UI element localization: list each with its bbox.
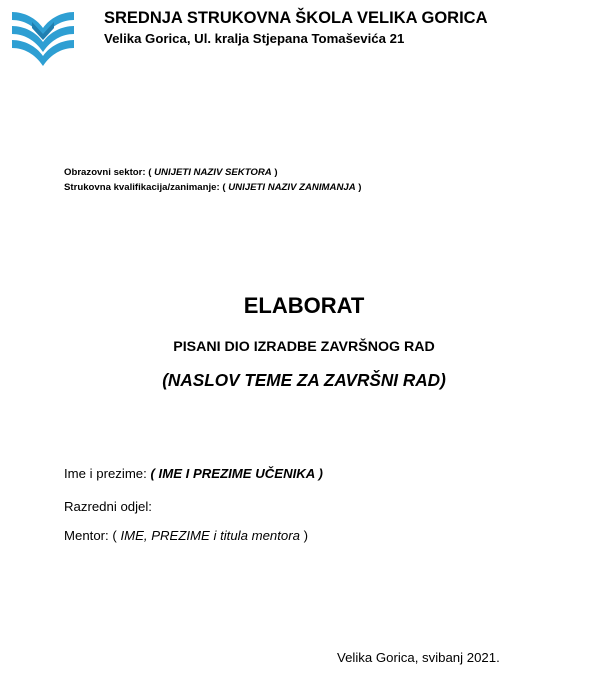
sector-value: UNIJETI NAZIV SEKTORA — [154, 167, 272, 178]
sector-line — [64, 167, 278, 178]
sector-open: ( — [148, 167, 155, 178]
document-title: ELABORAT — [243, 293, 365, 318]
school-logo — [10, 8, 76, 72]
mentor-open: ( — [112, 528, 121, 543]
document-subtitle: PISANI DIO IZRADBE ZAVRŠNOG RAD — [173, 339, 435, 355]
qualification-value: UNIJETI NAZIV ZANIMANJA — [228, 182, 356, 193]
mentor-close: ) — [299, 528, 309, 543]
qualification-close: ) — [355, 182, 362, 193]
mentor-label: Mentor: — [64, 528, 113, 543]
school-address: Velika Gorica, Ul. kralja Stjepana Tomaševića 21 — [104, 31, 405, 46]
place-date: Velika Gorica, svibanj 2021. — [337, 650, 500, 665]
school-name: SREDNJA STRUKOVNA ŠKOLA VELIKA GORICA — [104, 9, 488, 27]
class-line — [64, 499, 152, 514]
mentor-value: IME, PREZIME i titula mentora — [120, 528, 300, 543]
qualification-line — [64, 182, 362, 193]
qualification-open: ( — [222, 182, 229, 193]
sector-close: ) — [271, 167, 278, 178]
topic-title: (NASLOV TEME ZA ZAVRŠNI RAD) — [162, 370, 446, 390]
qualification-label: Strukovna kvalifikacija/zanimanje: — [64, 182, 223, 193]
student-value: ( IME I PREZIME UČENIKA ) — [150, 466, 323, 481]
class-label: Razredni odjel: — [64, 499, 152, 514]
student-label: Ime i prezime: — [64, 466, 151, 481]
mentor-line — [64, 528, 308, 543]
student-name-line — [64, 466, 323, 481]
sector-label: Obrazovni sektor: — [64, 167, 149, 178]
